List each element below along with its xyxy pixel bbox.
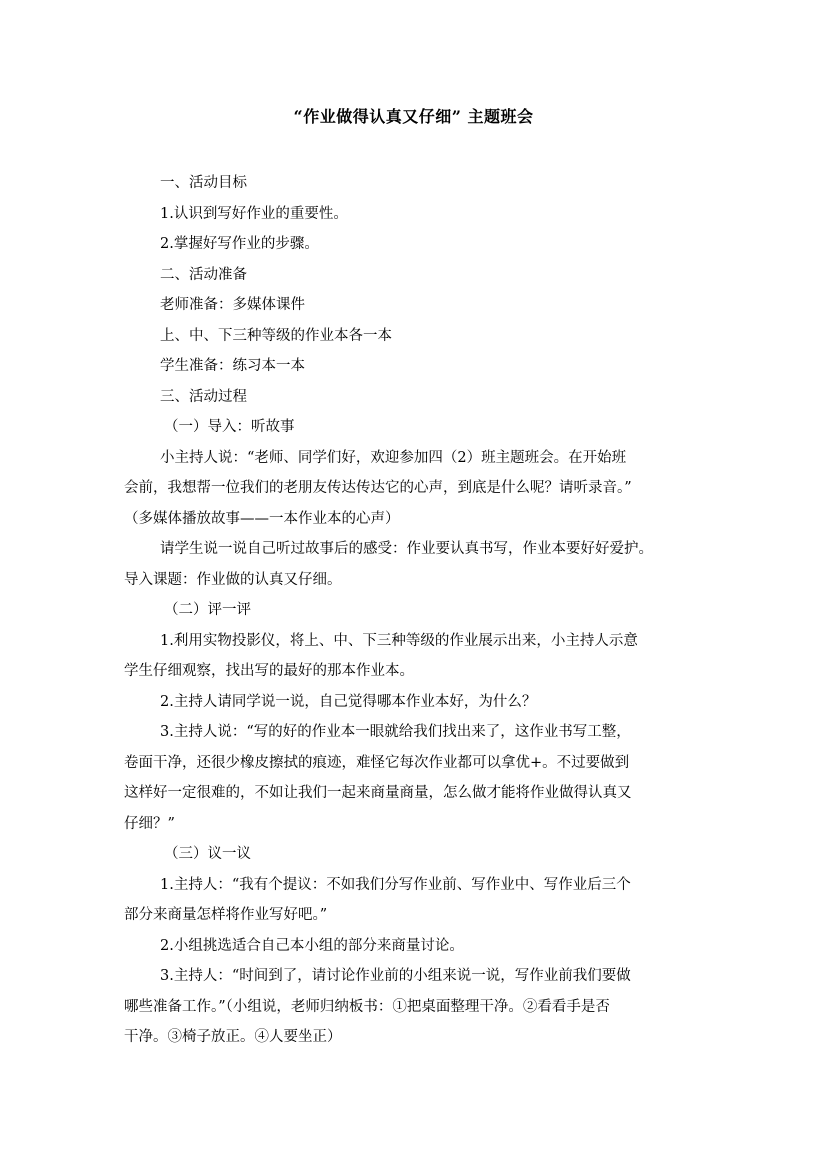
paragraph-line: 哪些准备工作。”（小组说，老师归纳板书：①把桌面整理干净。②看看手是否 <box>124 998 610 1015</box>
goal-item-1: 1.认识到写好作业的重要性。 <box>160 205 348 222</box>
subsection-heading-discuss: （三）议一议 <box>164 846 251 862</box>
paragraph-line: 小主持人说：“老师、同学们好，欢迎参加四（2）班主题班会。在开始班 <box>160 449 627 466</box>
paragraph-line: 2.小组挑选适合自己本小组的部分来商量讨论。 <box>160 937 464 954</box>
paragraph-line: 学生仔细观察，找出写的最好的那本作业本。 <box>124 663 414 679</box>
paragraph-line: 仔细？” <box>124 815 175 832</box>
paragraph-line: 会前，我想帮一位我们的老朋友传达传达它的心声，到底是什么呢？请听录音。” <box>124 480 632 496</box>
document-body <box>124 168 706 1053</box>
paragraph-line: 部分来商量怎样将作业写好吧。” <box>124 907 328 923</box>
goal-item-2: 2.掌握好写作业的步骤。 <box>160 236 319 252</box>
material-item: 上、中、下三种等级的作业本各一本 <box>160 327 392 344</box>
paragraph-line: 2.主持人请同学说一说，自己觉得哪本作业本好，为什么？ <box>160 693 537 710</box>
paragraph-line: 1.利用实物投影仪，将上、中、下三种等级的作业展示出来，小主持人示意 <box>160 632 638 649</box>
paragraph-line: （多媒体播放故事——一本作业本的心声） <box>124 510 400 527</box>
paragraph-line: 请学生说一说自己听过故事后的感受：作业要认真书写，作业本要好好爱护。 <box>160 541 653 557</box>
subsection-heading-intro: （一）导入：听故事 <box>164 419 295 435</box>
paragraph-line: 卷面干净，还很少橡皮擦拭的痕迹，难怪它每次作业都可以拿优+。不过要做到 <box>124 754 630 771</box>
paragraph-line: 1.主持人：“我有个提议：不如我们分写作业前、写作业中、写作业后三个 <box>160 876 631 893</box>
paragraph-line: 干净。③椅子放正。④人要坐正） <box>124 1029 342 1045</box>
document-title: “作业做得认真又仔细” 主题班会 <box>293 107 534 126</box>
teacher-preparation: 老师准备：多媒体课件 <box>160 297 305 313</box>
section-heading-process: 三、活动过程 <box>160 388 247 405</box>
paragraph-line: 导入课题：作业做的认真又仔细。 <box>124 571 342 588</box>
section-heading-preparation: 二、活动准备 <box>160 266 247 283</box>
paragraph-line: 这样好一定很难的，不如让我们一起来商量商量，怎么做才能将作业做得认真又 <box>124 785 632 801</box>
paragraph-line: 3.主持人：“时间到了，请讨论作业前的小组来说一说，写作业前我们要做 <box>160 968 631 984</box>
section-heading-goals: 一、活动目标 <box>160 175 247 191</box>
paragraph-line: 3.主持人说：“写的好的作业本一眼就给我们找出来了，这作业书写工整， <box>160 724 631 740</box>
subsection-heading-review: （二）评一评 <box>164 602 251 618</box>
student-preparation: 学生准备：练习本一本 <box>160 358 305 374</box>
